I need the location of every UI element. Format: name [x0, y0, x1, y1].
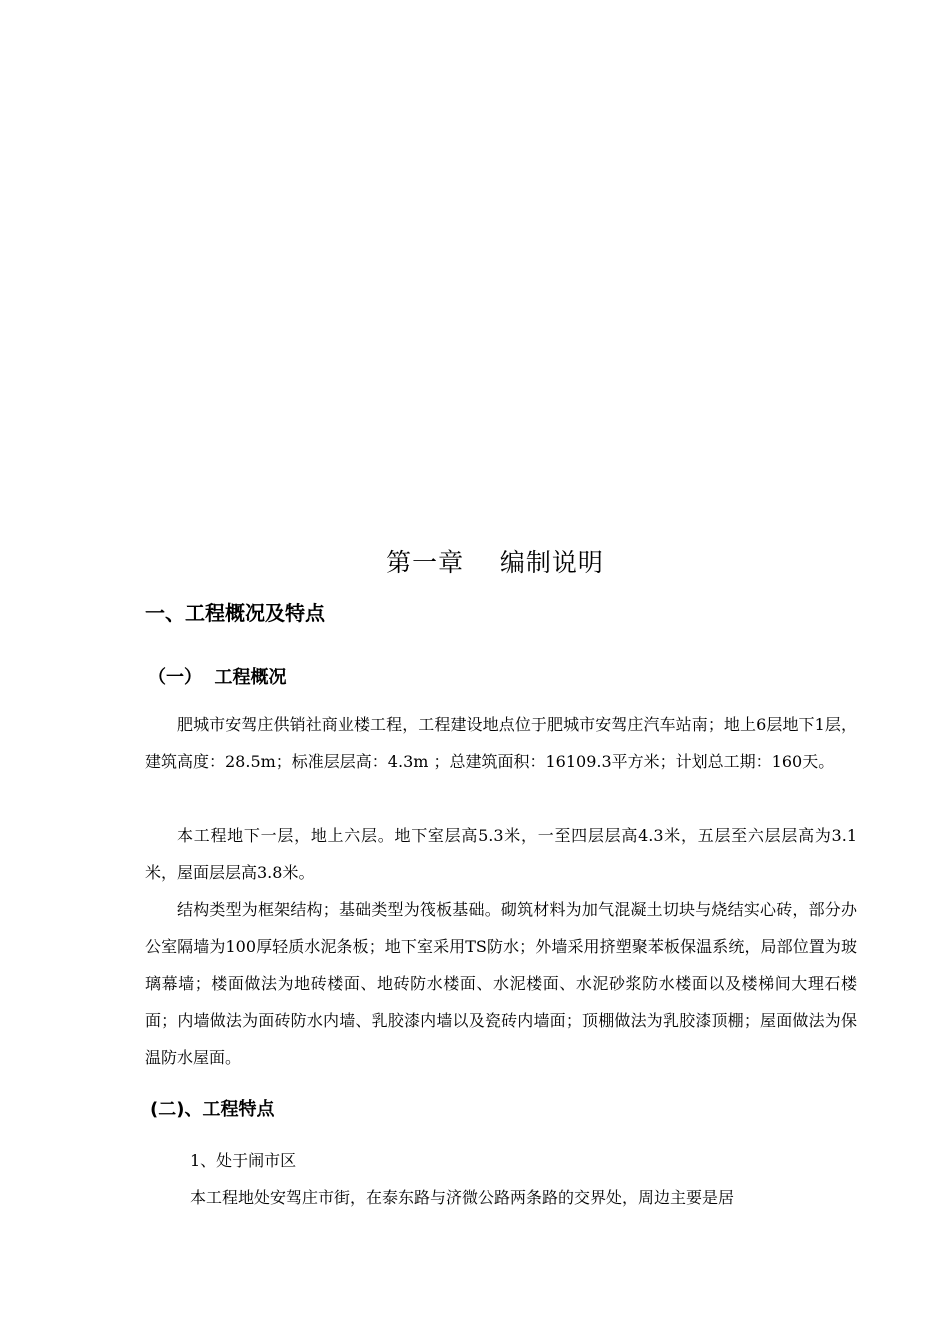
chapter-title: 第一章 编制说明: [386, 548, 604, 577]
section-heading-overview: 一、工程概况及特点: [145, 601, 325, 625]
feature-item-1-text: 本工程地处安驾庄市街，在泰东路与济微公路两条路的交界处，周边主要是居: [190, 1188, 735, 1207]
subsection-heading-features: (二)、工程特点: [150, 1099, 275, 1120]
paragraph-project-location: 肥城市安驾庄供销社商业楼工程，工程建设地点位于肥城市安驾庄汽车站南；地上6层地下1层，建筑高度：28.5m；标准层层高：4.3m ；总建筑面积：16109.3平方米；计划总工期：160天。: [145, 715, 857, 771]
subsection-heading-overview: （一） 工程概况: [148, 667, 287, 688]
paragraph-structure: 结构类型为框架结构；基础类型为筏板基础。砌筑材料为加气混凝土切块与烧结实心砖，部分办公室隔墙为100厚轻质水泥条板；地下室采用TS防水；外墙采用挤塑聚苯板保温系统，局部位置为玻璃幕墙；楼面做法为地砖楼面、地砖防水楼面、水泥楼面、水泥砂浆防水楼面以及楼梯间大理石楼面；内墙做法为面砖防水内墙、乳胶漆内墙以及瓷砖内墙面；顶棚做法为乳胶漆顶棚；屋面做法为保温防水屋面。: [145, 900, 857, 1067]
feature-item-1: 1、处于闹市区: [190, 1151, 297, 1170]
paragraph-floor-heights: 本工程地下一层，地上六层。地下室层高5.3米，一至四层层高4.3米，五层至六层层高为3.1米，屋面层层高3.8米。: [145, 826, 857, 882]
